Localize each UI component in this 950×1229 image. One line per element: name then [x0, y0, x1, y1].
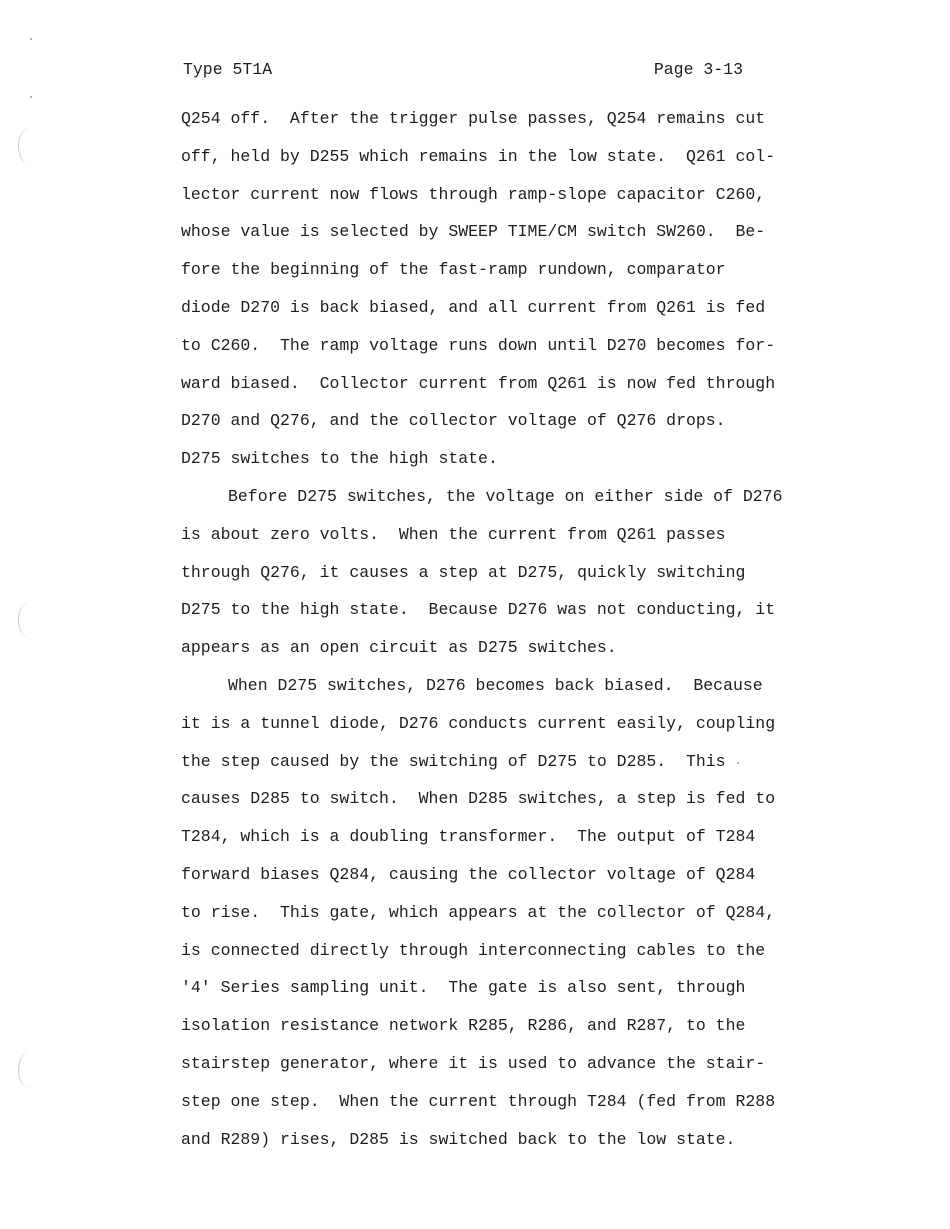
punch-hole-middle — [18, 602, 41, 638]
text-line: appears as an open circuit as D275 switches. — [181, 638, 617, 658]
text-line: stairstep generator, where it is used to advance the stair- — [181, 1053, 766, 1073]
text-line: is connected directly through interconnecting cables to the — [181, 940, 766, 960]
page-header — [183, 60, 743, 84]
text-line: off, held by D255 which remains in the low state. Q261 col- — [181, 146, 776, 166]
text-line: whose value is selected by SWEEP TIME/CM switch SW260. Be- — [181, 222, 766, 242]
paragraph-3 — [181, 667, 776, 1158]
paragraph-2 — [181, 478, 783, 667]
text-line: When D275 switches, D276 becomes back biased. Because — [228, 675, 763, 695]
paper-speck — [30, 96, 32, 98]
text-line: ward biased. Collector current from Q261 is now fed through — [181, 373, 776, 393]
text-line: diode D270 is back biased, and all current from Q261 is fed — [181, 297, 766, 317]
text-line: it is a tunnel diode, D276 conducts current easily, coupling — [181, 713, 776, 733]
paragraph-1 — [181, 100, 776, 478]
text-line: D275 switches to the high state. — [181, 449, 498, 469]
text-line: the step caused by the switching of D275 to D285. This — [181, 751, 726, 771]
text-line: to C260. The ramp voltage runs down until D270 becomes for- — [181, 335, 776, 355]
text-line: Q254 off. After the trigger pulse passes, Q254 remains cut — [181, 109, 766, 128]
text-line: isolation resistance network R285, R286, and R287, to the — [181, 1016, 746, 1036]
text-line: is about zero volts. When the current from Q261 passes — [181, 524, 726, 544]
text-line: fore the beginning of the fast-ramp rundown, comparator — [181, 260, 726, 280]
document-type-label: Type 5T1A — [183, 60, 273, 79]
text-line: step one step. When the current through T284 (fed from R288 — [181, 1091, 776, 1111]
page-number: Page 3-13 — [653, 60, 743, 79]
text-line: causes D285 to switch. When D285 switches, a step is fed to — [181, 789, 776, 809]
text-line: forward biases Q284, causing the collector voltage of Q284 — [181, 864, 756, 884]
body-text — [181, 100, 783, 1158]
paper-speck — [30, 38, 32, 40]
text-line: T284, which is a doubling transformer. The output of T284 — [181, 827, 756, 847]
punch-hole-bottom — [18, 1052, 41, 1088]
text-line: lector current now flows through ramp-slope capacitor C260, — [181, 184, 766, 204]
text-line: through Q276, it causes a step at D275, quickly switching — [181, 562, 746, 582]
text-line: '4' Series sampling unit. The gate is also sent, through — [181, 978, 746, 998]
text-line: Before D275 switches, the voltage on either side of D276 — [228, 486, 783, 506]
text-line: D275 to the high state. Because D276 was not conducting, it — [181, 600, 776, 620]
text-line: to rise. This gate, which appears at the collector of Q284, — [181, 902, 776, 922]
text-line: D270 and Q276, and the collector voltage of Q276 drops. — [181, 411, 726, 431]
punch-hole-top — [18, 128, 41, 164]
text-line: and R289) rises, D285 is switched back to the low state. — [181, 1129, 736, 1149]
